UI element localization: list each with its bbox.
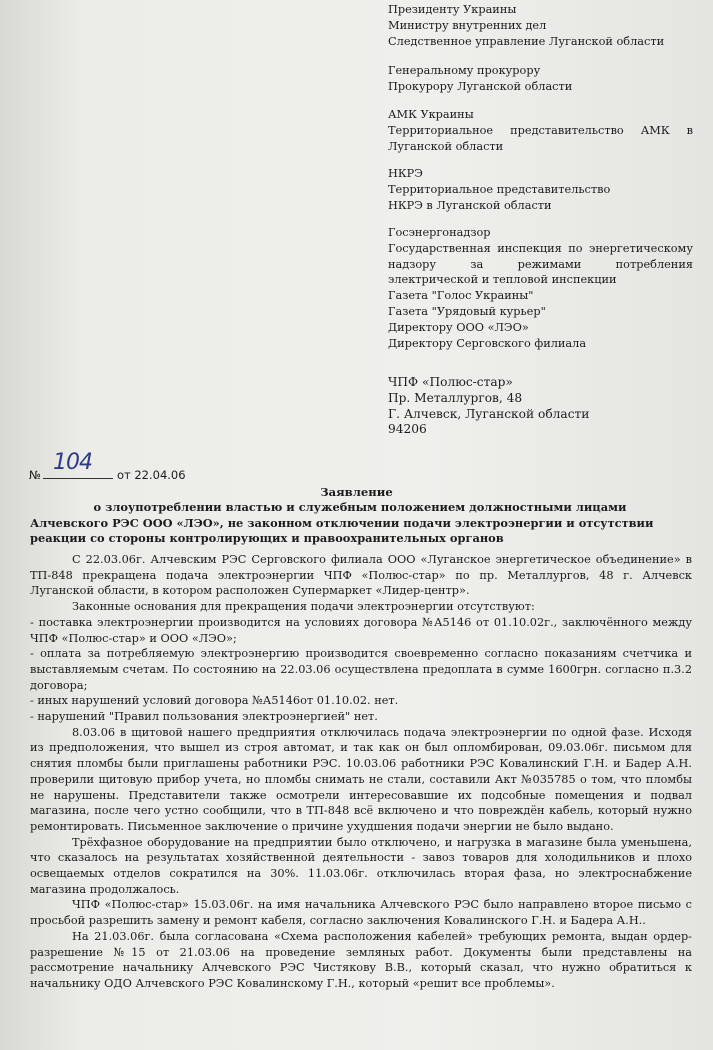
recipient-line: Прокурору Луганской области [388, 79, 573, 93]
body-paragraph: На 21.03.06г. была согласована «Схема расположения кабелей» требующих ремонта, выдан ордер-разрешение №15 от 21.03.06 на проведение земляных работ. Документы были представлены на рассмотрение начальнику Алчевского РЭС Чистякову В.В., который сказал, что нужно обратиться к начальнику ОДО Алчевского РЭС Ковалинскому Г.Н., который «решит все проблемы». [30, 929, 692, 990]
body-paragraph: - оплата за потребляемую электроэнергию производится своевременно согласно показаниям счетчика и выставляемым счетам. По состоянию на 22.03.06 осуществлена предоплата в сумме 1600грн. согласно п.3.2 договора; [30, 647, 692, 692]
handwritten-number: 104 [52, 450, 92, 475]
sender-block [388, 375, 693, 438]
subtitle-line: реакции со стороны контролирующих и правоохранительных органов [30, 531, 504, 545]
recipient-line: Генеральному прокурору [388, 64, 541, 77]
body-paragraph: - нарушений "Правил пользования электроэнергией" нет. [30, 710, 378, 724]
recipient-line: Газета "Голос Украины" [388, 289, 534, 303]
body-paragraph: 8.03.06 в щитовой нашего предприятия отключилась подача электроэнергии по одной фазе. Исходя из предположения, что вышел из строя автомат, и так как он был опломбирован, 09.03.06г. письмом для снятия пломбы были приглашены работники РЭС. 10.03.06 работники РЭС Ковалинский Г.Н. и Бадер А.Н. проверили щитовую прибор учета, но пломбы снимать не стали, составили Акт №035785 о том, что пломбы не нарушены. Представители также осмотрели интересовавшие их подсобные помещения и подвал магазина, после чего устно сообщили, что в ТП-848 всё включено и что повреждён кабель, который нужно ремонтировать. Письменное заключение о причине ухудшения подачи энергии не было выдано. [30, 725, 692, 833]
recipient-line: Президенту Украины [388, 3, 517, 16]
recipient-line: АМК Украины [388, 108, 474, 121]
number-blank [43, 450, 113, 479]
document-body [30, 552, 692, 992]
subtitle-line: Алчевского РЭС ООО «ЛЭО», не законном отключении подачи электроэнергии и отсутствии [30, 515, 654, 530]
recipient-line: НКРЭ в Луганской области [388, 198, 552, 212]
recipient-line: НКРЭ [388, 167, 423, 180]
body-paragraph: - иных нарушений условий договора №А5146от 01.10.02. нет. [30, 694, 399, 708]
number-prefix: № [29, 468, 41, 482]
recipient-block-4 [388, 166, 693, 213]
recipient-line: Территориальное представительство АМК в Луганской области [388, 123, 693, 153]
recipient-line: Госэнергонадзор [388, 226, 491, 239]
sender-company: ЧПФ «Полюс-стар» [388, 375, 513, 389]
document-date: от 22.04.06 [116, 468, 186, 482]
body-paragraph: С 22.03.06г. Алчевским РЭС Серговского филиала ООО «Луганское энергетическое объединение» в ТП-848 прекращена подача электроэнергии ЧПФ «Полюс-стар» по пр. Металлургов, 48 г. Алчевск Луганской области, в котором расположен Супермаркет «Лидер-центр». [30, 553, 692, 598]
document-title: Заявление [320, 485, 393, 499]
recipient-block-5 [388, 225, 693, 351]
recipient-line: Директору ООО «ЛЭО» [388, 320, 529, 334]
subtitle-line: о злоупотреблении властью и служебным положением должностными лицами [93, 500, 627, 514]
recipient-line: Территориальное представительство [388, 182, 611, 196]
recipient-line: Государственная инспекция по энергетическому надзору за режимами потребления электрической и тепловой инспекции [388, 241, 693, 287]
sender-city: Г. Алчевск, Луганской области [388, 406, 590, 421]
body-paragraph: ЧПФ «Полюс-стар» 15.03.06г. на имя начальника Алчевского РЭС было направлено второе письмо с просьбой разрешить замену и ремонт кабеля, согласно заключения Ковалинского Г.Н. и Бадера А.Н.. [30, 898, 692, 928]
sender-zip: 94206 [388, 422, 427, 437]
body-paragraph: Законные основания для прекращения подачи электроэнергии отсутствуют: [72, 600, 535, 614]
document-number [29, 450, 186, 482]
recipient-block-3 [388, 107, 693, 154]
recipient-line: Газета "Урядовый курьер" [388, 304, 546, 318]
sender-street: Пр. Металлургов, 48 [388, 390, 523, 405]
recipient-line: Министру внутренних дел [388, 18, 547, 32]
body-paragraph: - поставка электроэнергии производится на условиях договора №А5146 от 01.10.02г., заключённого между ЧПФ «Полюс-стар» и ООО «ЛЭО»; [30, 615, 692, 645]
document-subtitle [30, 500, 690, 547]
recipient-line: Следственное управление Луганской области [388, 34, 665, 48]
recipient-block-1 [388, 2, 693, 49]
recipient-block-2 [388, 63, 693, 95]
recipient-line: Директору Серговского филиала [388, 336, 587, 350]
body-paragraph: Трёхфазное оборудование на предприятии было отключено, и нагрузка в магазине была уменьшена, что сказалось на результатах хозяйственной деятельности - завоз товаров для холодильников и плохо освещаемых отделов сократился на 30%. 11.03.06г. отключилась вторая фаза, но электроснабжение магазина продолжалось. [30, 835, 692, 896]
